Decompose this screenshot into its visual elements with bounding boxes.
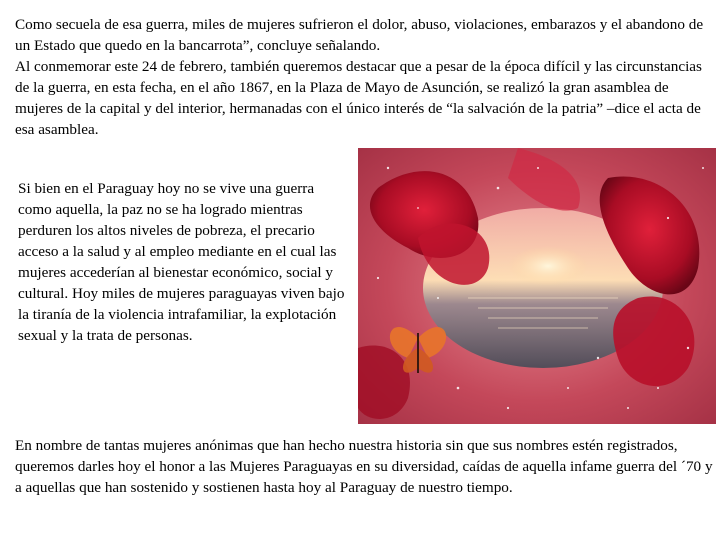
tribute-paragraph: En nombre de tantas mujeres anónimas que han hecho nuestra historia sin que sus nombres estén registrados, queremos darles hoy el honor a las Mujeres Paraguayas en su diversidad, caídas de aquella infame guerra del ´70 y a aquellas que han sostenido y sostienen hasta hoy al Paraguay de nuestro tiempo. — [15, 437, 713, 496]
intro-paragraph: Como secuela de esa guerra, miles de mujeres sufrieron el dolor, abuso, violaciones, embarazos y el abandono de un Estado que quedo en la bancarrota”, concluye señalando. Al conmemorar este 24 de febrero, también queremos destacar que a pesar de la época difícil y las circunstancias de la guerra, en esta fecha, en el año 1867, en la Plaza de Mayo de Asunción, se realizó la gran asamblea de mujeres de la capital y del interior, hermanadas con el único interés de “la salvación de la patria” –dice el acta de esa asamblea. — [15, 16, 704, 138]
paraguay-today-paragraph: Si bien en el Paraguay hoy no se vive una guerra como aquella, la paz no se ha logrado mientras perduren los altos niveles de pobreza, el precario acceso a la salud y al empleo mediante en el cual las mujeres accederían al bienestar económico, social y cultural. Hoy miles de mujeres paraguayas viven bajo la tiranía de la violencia intrafamiliar, la explotación sexual y la trata de personas. — [18, 180, 345, 344]
roses-sunset-image — [358, 148, 716, 424]
